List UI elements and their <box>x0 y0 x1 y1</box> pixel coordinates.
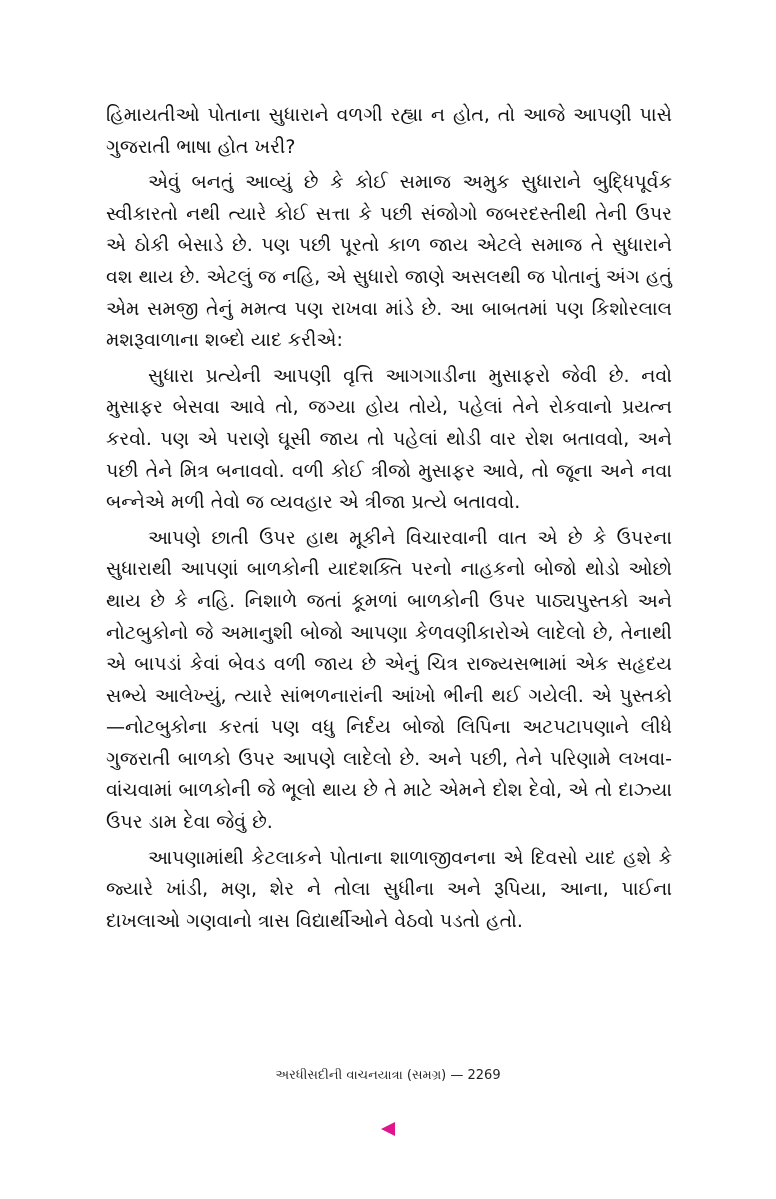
paragraph-5: આપણામાંથી કેટલાકને પોતાના શાળાજીવનના એ દિવસો યાદ હશે કે જ્યારે ખાંડી, મણ, શેર ને તોલા સુધીના અને રૂપિયા, આના, પાઈના દાખલાઓ ગણવાનો ત્રાસ વિદ્યાર્થીઓને વેઠવો પડતો હતો. <box>106 846 672 932</box>
paragraph-1: હિમાયતીઓ પોતાના સુધારાને વળગી રહ્યા ન હોત, તો આજે આપણી પાસે ગુજરાતી ભાષા હોત ખરી? <box>106 104 672 158</box>
paragraph-4: આપણે છાતી ઉપર હાથ મૂકીને વિચારવાની વાત એ છે કે ઉપરના સુધારાથી આપણાં બાળકોની યાદશક્તિ પરનો નાહકનો બોજો થોડો ઓછો થાય છે કે નહિ. નિશાળે જતાં કૂમળાં બાળકોની ઉપર પાઠ્યપુસ્તકો અને નોટબુકોનો જે અમાનુશી બોજો આપણા કેળવણીકારોએ લાદેલો છે, તેનાથી એ બાપડાં કેવાં બેવડ વળી જાય છે એનું ચિત્ર રાજ્યસભામાં એક સહૃદય સભ્યે આલેખ્યું, ત્યારે સાંભળનારાંની આંખો ભીની થઈ ગયેલી. એ પુસ્તકો—નોટબુકોના કરતાં પણ વધુ નિર્દય બોજો લિપિના અટપટાપણાને લીધે ગુજરાતી બાળકો ઉપર આપણે લાદેલો છે. અને પછી, તેને પરિણામે લખવા-વાંચવામાં બાળકોની જે ભૂલો થાય છે તે માટે એમને દોશ દેવો, એ તો દાઝ્યા ઉપર ડામ દેવા જેવું છે. <box>106 526 672 834</box>
page-footer: અરધીસદીની વાચનયાત્રા (સમગ્ર) — 2269 <box>275 1068 501 1083</box>
page-body <box>106 100 672 937</box>
paragraph-2: એવું બનતું આવ્યું છે કે કોઈ સમાજ અમુક સુધારાને બુદ્ધિપૂર્વક સ્વીકારતો નથી ત્યારે કોઈ સત્તા કે પછી સંજોગો જબરદસ્તીથી તેની ઉપર એ ઠોકી બેસાડે છે. પણ પછી પૂરતો કાળ જાય એટલે સમાજ તે સુધારાને વશ થાય છે. એટલું જ નહિ, એ સુધારો જાણે અસલથી જ પોતાનું અંગ હતું એમ સમજી તેનું મમત્વ પણ રાખવા માંડે છે. આ બાબતમાં પણ કિશોરલાલ મશરૂવાળાના શબ્દો યાદ કરીએ: <box>106 171 672 352</box>
previous-page-icon[interactable] <box>381 1122 395 1136</box>
quoted-paragraph: સુધારા પ્રત્યેની આપણી વૃત્તિ આગગાડીના મુસાફરો જેવી છે. નવો મુસાફર બેસવા આવે તો, જગ્યા હોય તોયે, પહેલાં તેને રોકવાનો પ્રયત્ન કરવો. પણ એ પરાણે ઘૂસી જાય તો પહેલાં થોડી વાર રોશ બતાવવો, અને પછી તેને મિત્ર બનાવવો. વળી કોઈ ત્રીજો મુસાફર આવે, તો જૂના અને નવા બન્નેએ મળી તેવો જ વ્યવહાર એ ત્રીજા પ્રત્યે બતાવવો. <box>106 364 672 514</box>
